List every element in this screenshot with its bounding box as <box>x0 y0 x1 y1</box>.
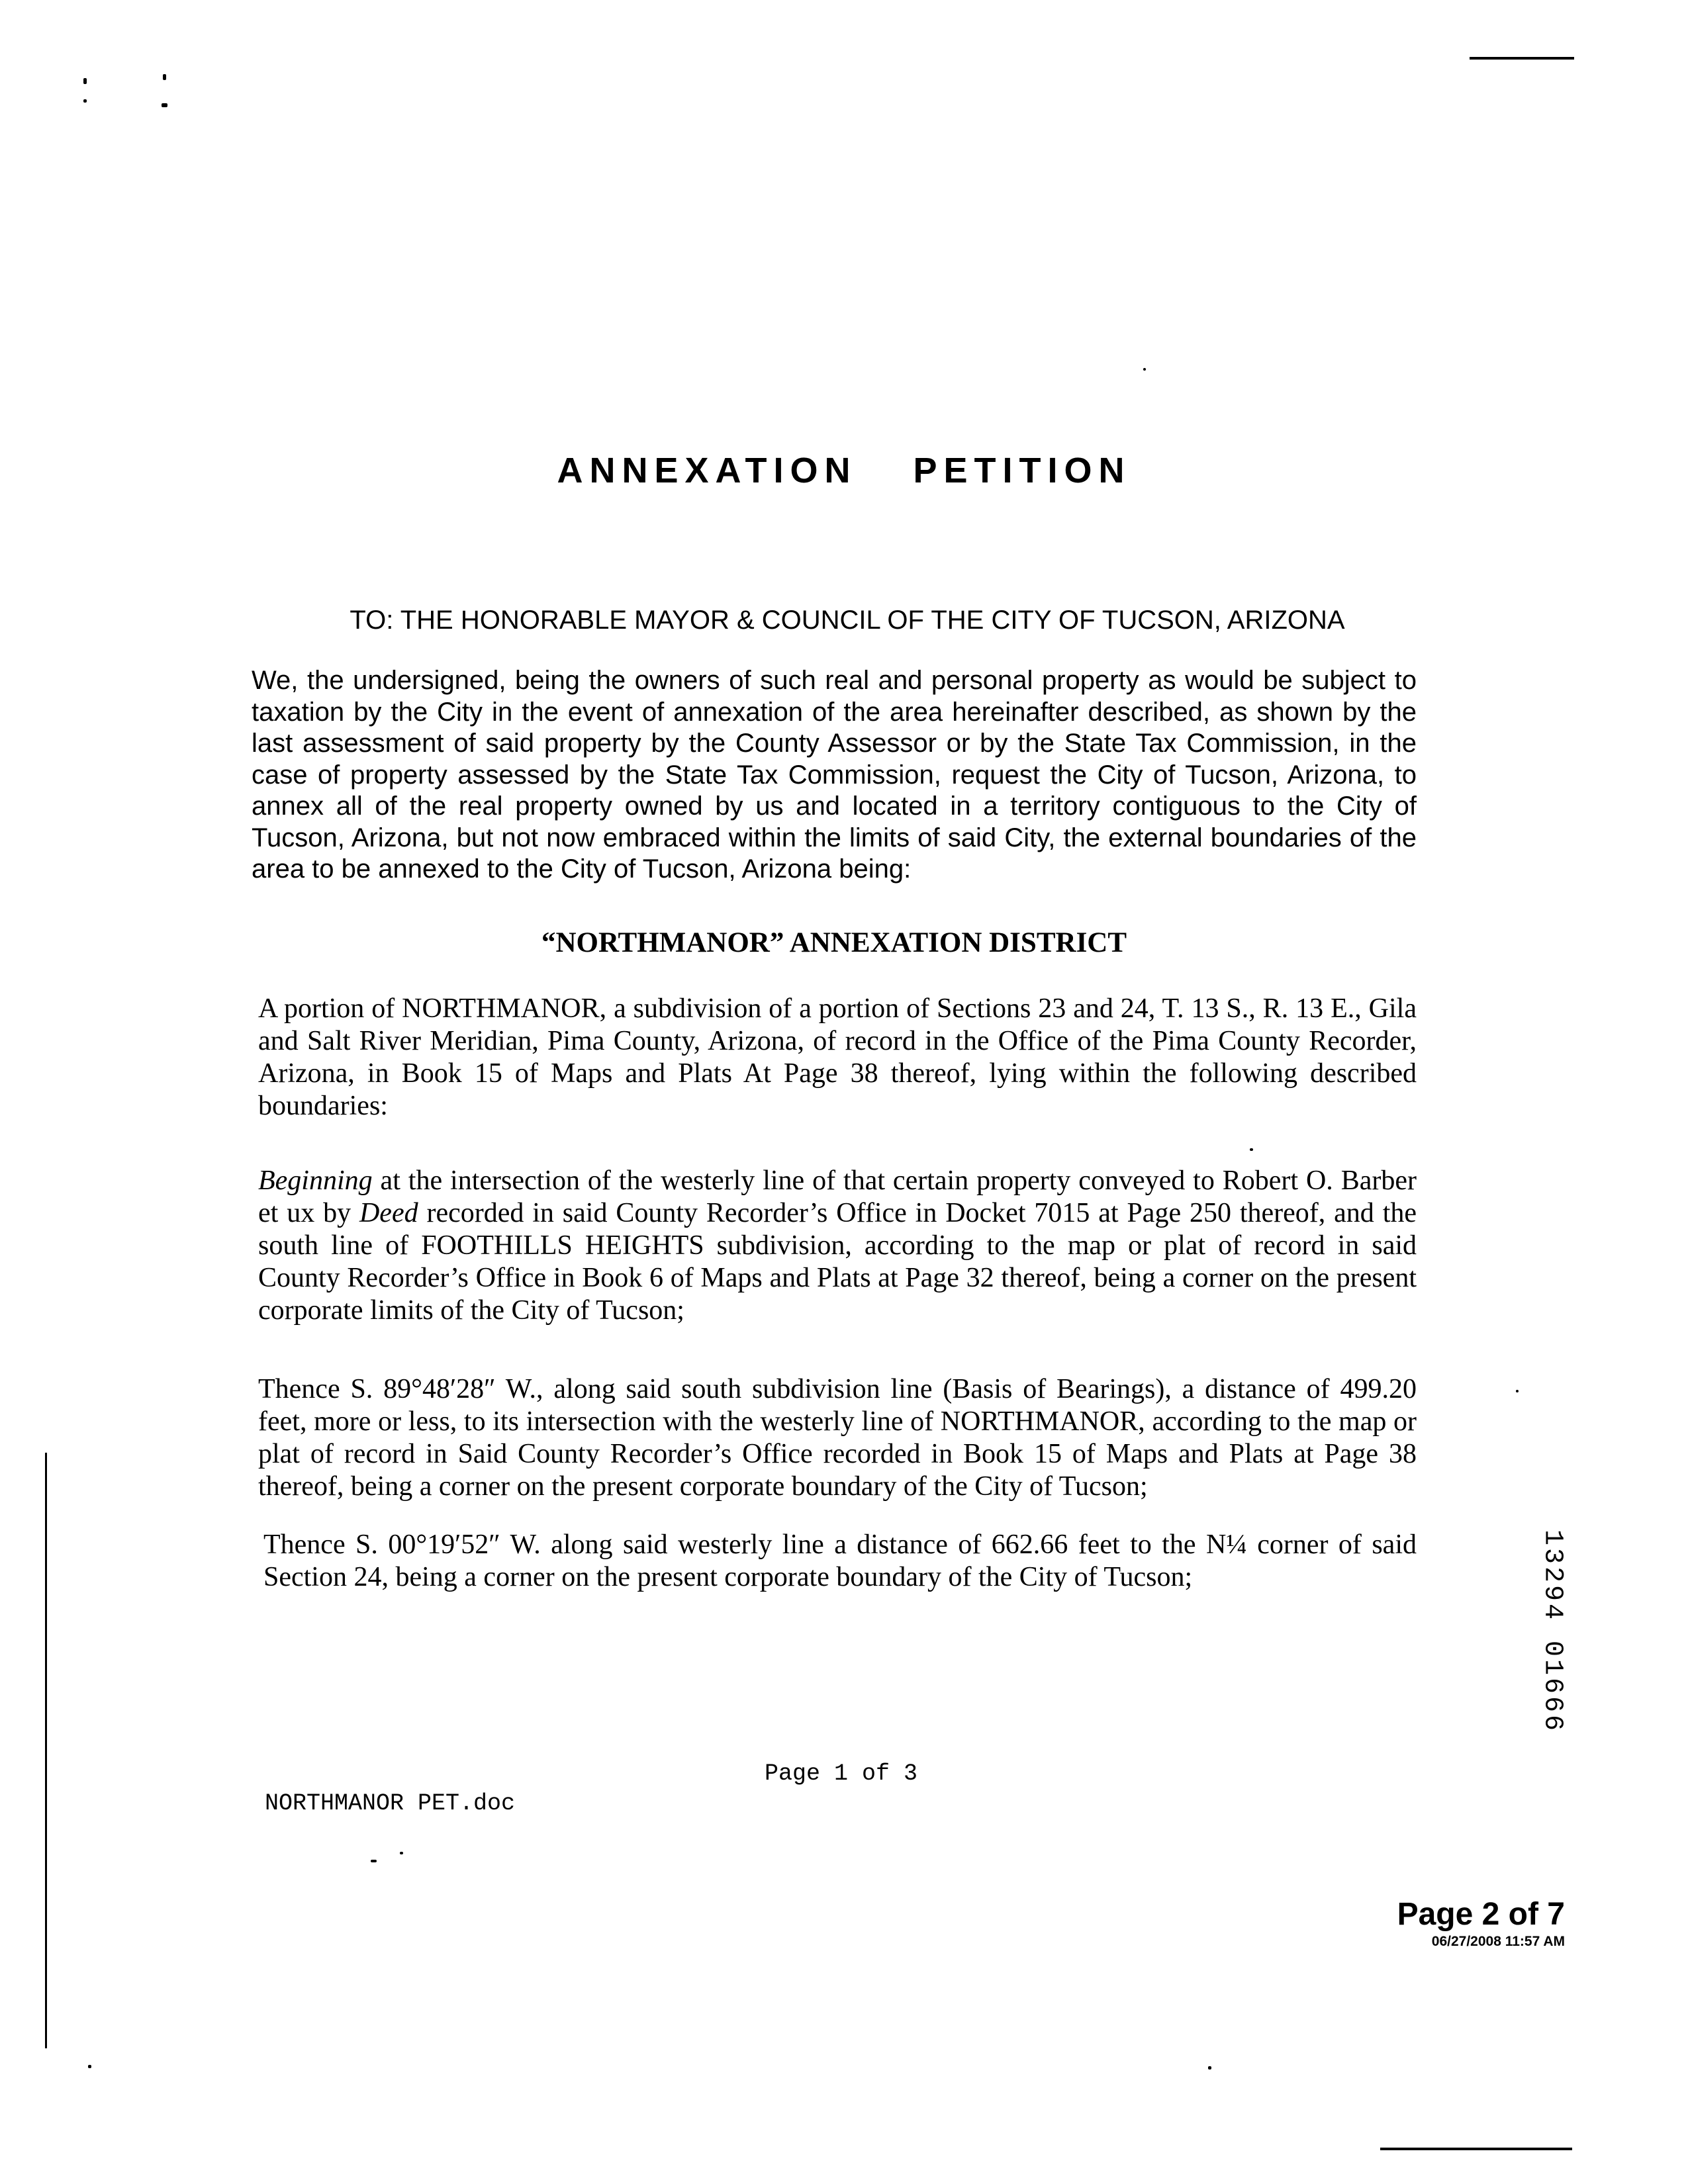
beginning-paragraph <box>258 1165 1417 1327</box>
speck <box>163 74 166 80</box>
speck <box>1143 368 1146 371</box>
speck <box>88 2065 91 2068</box>
petition-statement: We, the undersigned, being the owners of such real and personal property as would be subject to taxation by the City in the event of annexation of the area hereinafter described, as shown by the last assessment of said property by the County Assessor or by the State Tax Commission, in the case of property assessed by the State Tax Commission, request the City of Tucson, Arizona, to annex all of the real property owned by us and located in a territory contiguous to the City of Tucson, Arizona, but not now embraced within the limits of said City, the external boundaries of the area to be annexed to the City of Tucson, Arizona being: <box>252 666 1417 884</box>
speck <box>83 99 87 103</box>
speck <box>1208 2066 1211 2070</box>
speck <box>162 103 167 107</box>
docket-number: 13294 01666 <box>1537 1529 1568 1734</box>
speck <box>1516 1390 1519 1392</box>
speck <box>83 78 87 84</box>
district-heading: “NORTHMANOR” ANNEXATION DISTRICT <box>541 927 1127 958</box>
file-name: NORTHMANOR PET.doc <box>265 1790 516 1817</box>
legal-description-paragraph: A portion of NORTHMANOR, a subdivision of a portion of Sections 23 and 24, T. 13 S., R. 13 E., Gila and Salt River Meridian, Pima County, Arizona, of record in the Office of the Pima County Recorder, Arizona, in Book 15 of Maps and Plats At Page 38 thereof, lying within the following described boundaries: <box>258 993 1417 1121</box>
speck <box>371 1860 377 1862</box>
beginning-text-b: recorded in said County Recorder’s Office in Docket 7015 at Page 250 thereof, and the south line of FOOTHILLS HEIGHTS subdivision, according to the map or plat of record in said County Recorder’s Office in Book 6 of Maps and Plats at Page 32 thereof, being a corner on the present corporate limits of the City of Tucson; <box>258 1198 1417 1326</box>
page-number: Page 1 of 3 <box>765 1760 918 1787</box>
speck <box>1250 1148 1253 1151</box>
stamp-page-count: Page 2 of 7 <box>1397 1897 1565 1932</box>
bottom-right-rule <box>1380 2148 1572 2150</box>
thence-paragraph-1: Thence S. 89°48′28″ W., along said south subdivision line (Basis of Bearings), a distance of 499.20 feet, more or less, to its intersection with the westerly line of NORTHMANOR, according to the map or plat of record in Said County Recorder’s Office recorded in Book 15 of Maps and Plats at Page 38 thereof, being a corner on the present corporate boundary of the City of Tucson; <box>258 1374 1417 1502</box>
docket-stamp <box>1516 1492 1589 1770</box>
addressee-line: TO: THE HONORABLE MAYOR & COUNCIL OF THE CITY OF TUCSON, ARIZONA <box>350 606 1345 635</box>
speck <box>400 1852 403 1854</box>
left-margin-line <box>45 1453 47 2048</box>
beginning-term: Beginning <box>258 1165 373 1196</box>
top-right-rule <box>1470 57 1574 60</box>
document-title: ANNEXATION PETITION <box>557 451 1131 490</box>
stamp-datetime: 06/27/2008 11:57 AM <box>1431 1934 1565 1949</box>
deed-term: Deed <box>359 1198 418 1228</box>
thence-paragraph-2: Thence S. 00°19′52″ W. along said westerly line a distance of 662.66 feet to the N¼ corner of said Section 24, being a corner on the present corporate boundary of the City of Tucson; <box>263 1529 1417 1592</box>
beginning-text-a: at the intersection of the westerly line of that certain property conveyed to Robert O. Barber et ux by <box>258 1165 1417 1228</box>
